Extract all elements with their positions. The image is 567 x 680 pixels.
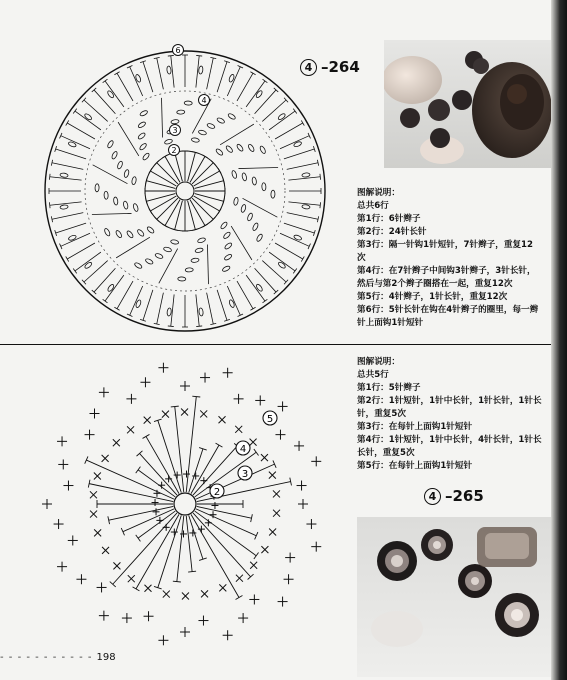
instructions-title: 图解说明： bbox=[357, 357, 400, 367]
svg-text:4: 4 bbox=[201, 96, 207, 105]
svg-text:4: 4 bbox=[239, 444, 247, 455]
round-label-2 bbox=[169, 145, 180, 156]
diagram-264-svg bbox=[38, 44, 338, 344]
photo-265-image bbox=[357, 517, 551, 677]
instruction-line: 第3行：隔一针钩1针短针，7针辫子，重复12 bbox=[357, 240, 533, 250]
photo-265 bbox=[357, 517, 551, 677]
photo-264 bbox=[384, 40, 552, 168]
page-number: 198 bbox=[96, 652, 116, 663]
instruction-line: 第4行：在7针辫子中间钩3针辫子，3针长针， bbox=[357, 266, 536, 276]
svg-text:2: 2 bbox=[213, 487, 221, 498]
instruction-line: 针上面钩1针短针 bbox=[357, 318, 424, 328]
svg-text:5: 5 bbox=[266, 414, 274, 425]
svg-text:2: 2 bbox=[171, 146, 177, 155]
photo-264-image bbox=[384, 40, 552, 168]
svg-text:6: 6 bbox=[175, 46, 181, 55]
instruction-line: 总共6行 bbox=[357, 201, 389, 211]
instruction-line: 第4行：1针短针，1针中长针，4针长针，1针长 bbox=[357, 435, 542, 445]
instruction-line: 第6行：5针长针在钩在4针辫子的圈里，每一辫 bbox=[357, 305, 539, 315]
instruction-line: 总共5行 bbox=[357, 370, 389, 380]
pattern-series-circle: 4 bbox=[300, 59, 317, 76]
pattern-series-circle: 4 bbox=[424, 488, 441, 505]
round-label-2 bbox=[210, 484, 224, 498]
instruction-line: 第1行：6针辫子 bbox=[357, 214, 421, 224]
round-label-3 bbox=[238, 466, 252, 480]
round-label-3 bbox=[170, 125, 181, 136]
round-label-6 bbox=[173, 45, 184, 56]
book-spine-shadow bbox=[551, 0, 567, 680]
instruction-line: 次 bbox=[357, 253, 366, 263]
instruction-line: 第3行：在每针上面钩1针短针 bbox=[357, 422, 473, 432]
round-label-5 bbox=[263, 411, 277, 425]
instructions-title: 图解说明： bbox=[357, 188, 400, 198]
pattern-number-265 bbox=[424, 487, 484, 505]
round-label-4 bbox=[199, 95, 210, 106]
instruction-line: 第2行：24针长针 bbox=[357, 227, 427, 237]
instructions-264 bbox=[357, 187, 551, 330]
crochet-diagram-264 bbox=[38, 44, 338, 344]
instruction-line: 长针，重复5次 bbox=[357, 448, 415, 458]
instruction-line: 然后与第2个辫子圈搭在一起，重复12次 bbox=[357, 279, 513, 289]
svg-text:3: 3 bbox=[172, 126, 178, 135]
instruction-line: 第2行：1针短针，1针中长针，1针长针，1针长 bbox=[357, 396, 542, 406]
diagram-265-svg bbox=[40, 352, 340, 652]
section-divider bbox=[0, 344, 551, 345]
instructions-265 bbox=[357, 356, 551, 473]
round-label-4 bbox=[236, 441, 250, 455]
instruction-line: 第1行：5针辫子 bbox=[357, 383, 421, 393]
instruction-line: 第5行：4针辫子，1针长针，重复12次 bbox=[357, 292, 508, 302]
crochet-diagram-265 bbox=[40, 352, 340, 652]
svg-text:3: 3 bbox=[241, 469, 249, 480]
instruction-line: 第5行：在每针上面钩1针短针 bbox=[357, 461, 473, 471]
pattern-id-265: –265 bbox=[445, 487, 484, 505]
footer-rule: - - - - - - - - - - - bbox=[0, 652, 93, 663]
pattern-id-264: –264 bbox=[321, 58, 360, 76]
page-footer bbox=[0, 652, 116, 663]
instruction-line: 针，重复5次 bbox=[357, 409, 406, 419]
pattern-number-264 bbox=[300, 58, 360, 76]
